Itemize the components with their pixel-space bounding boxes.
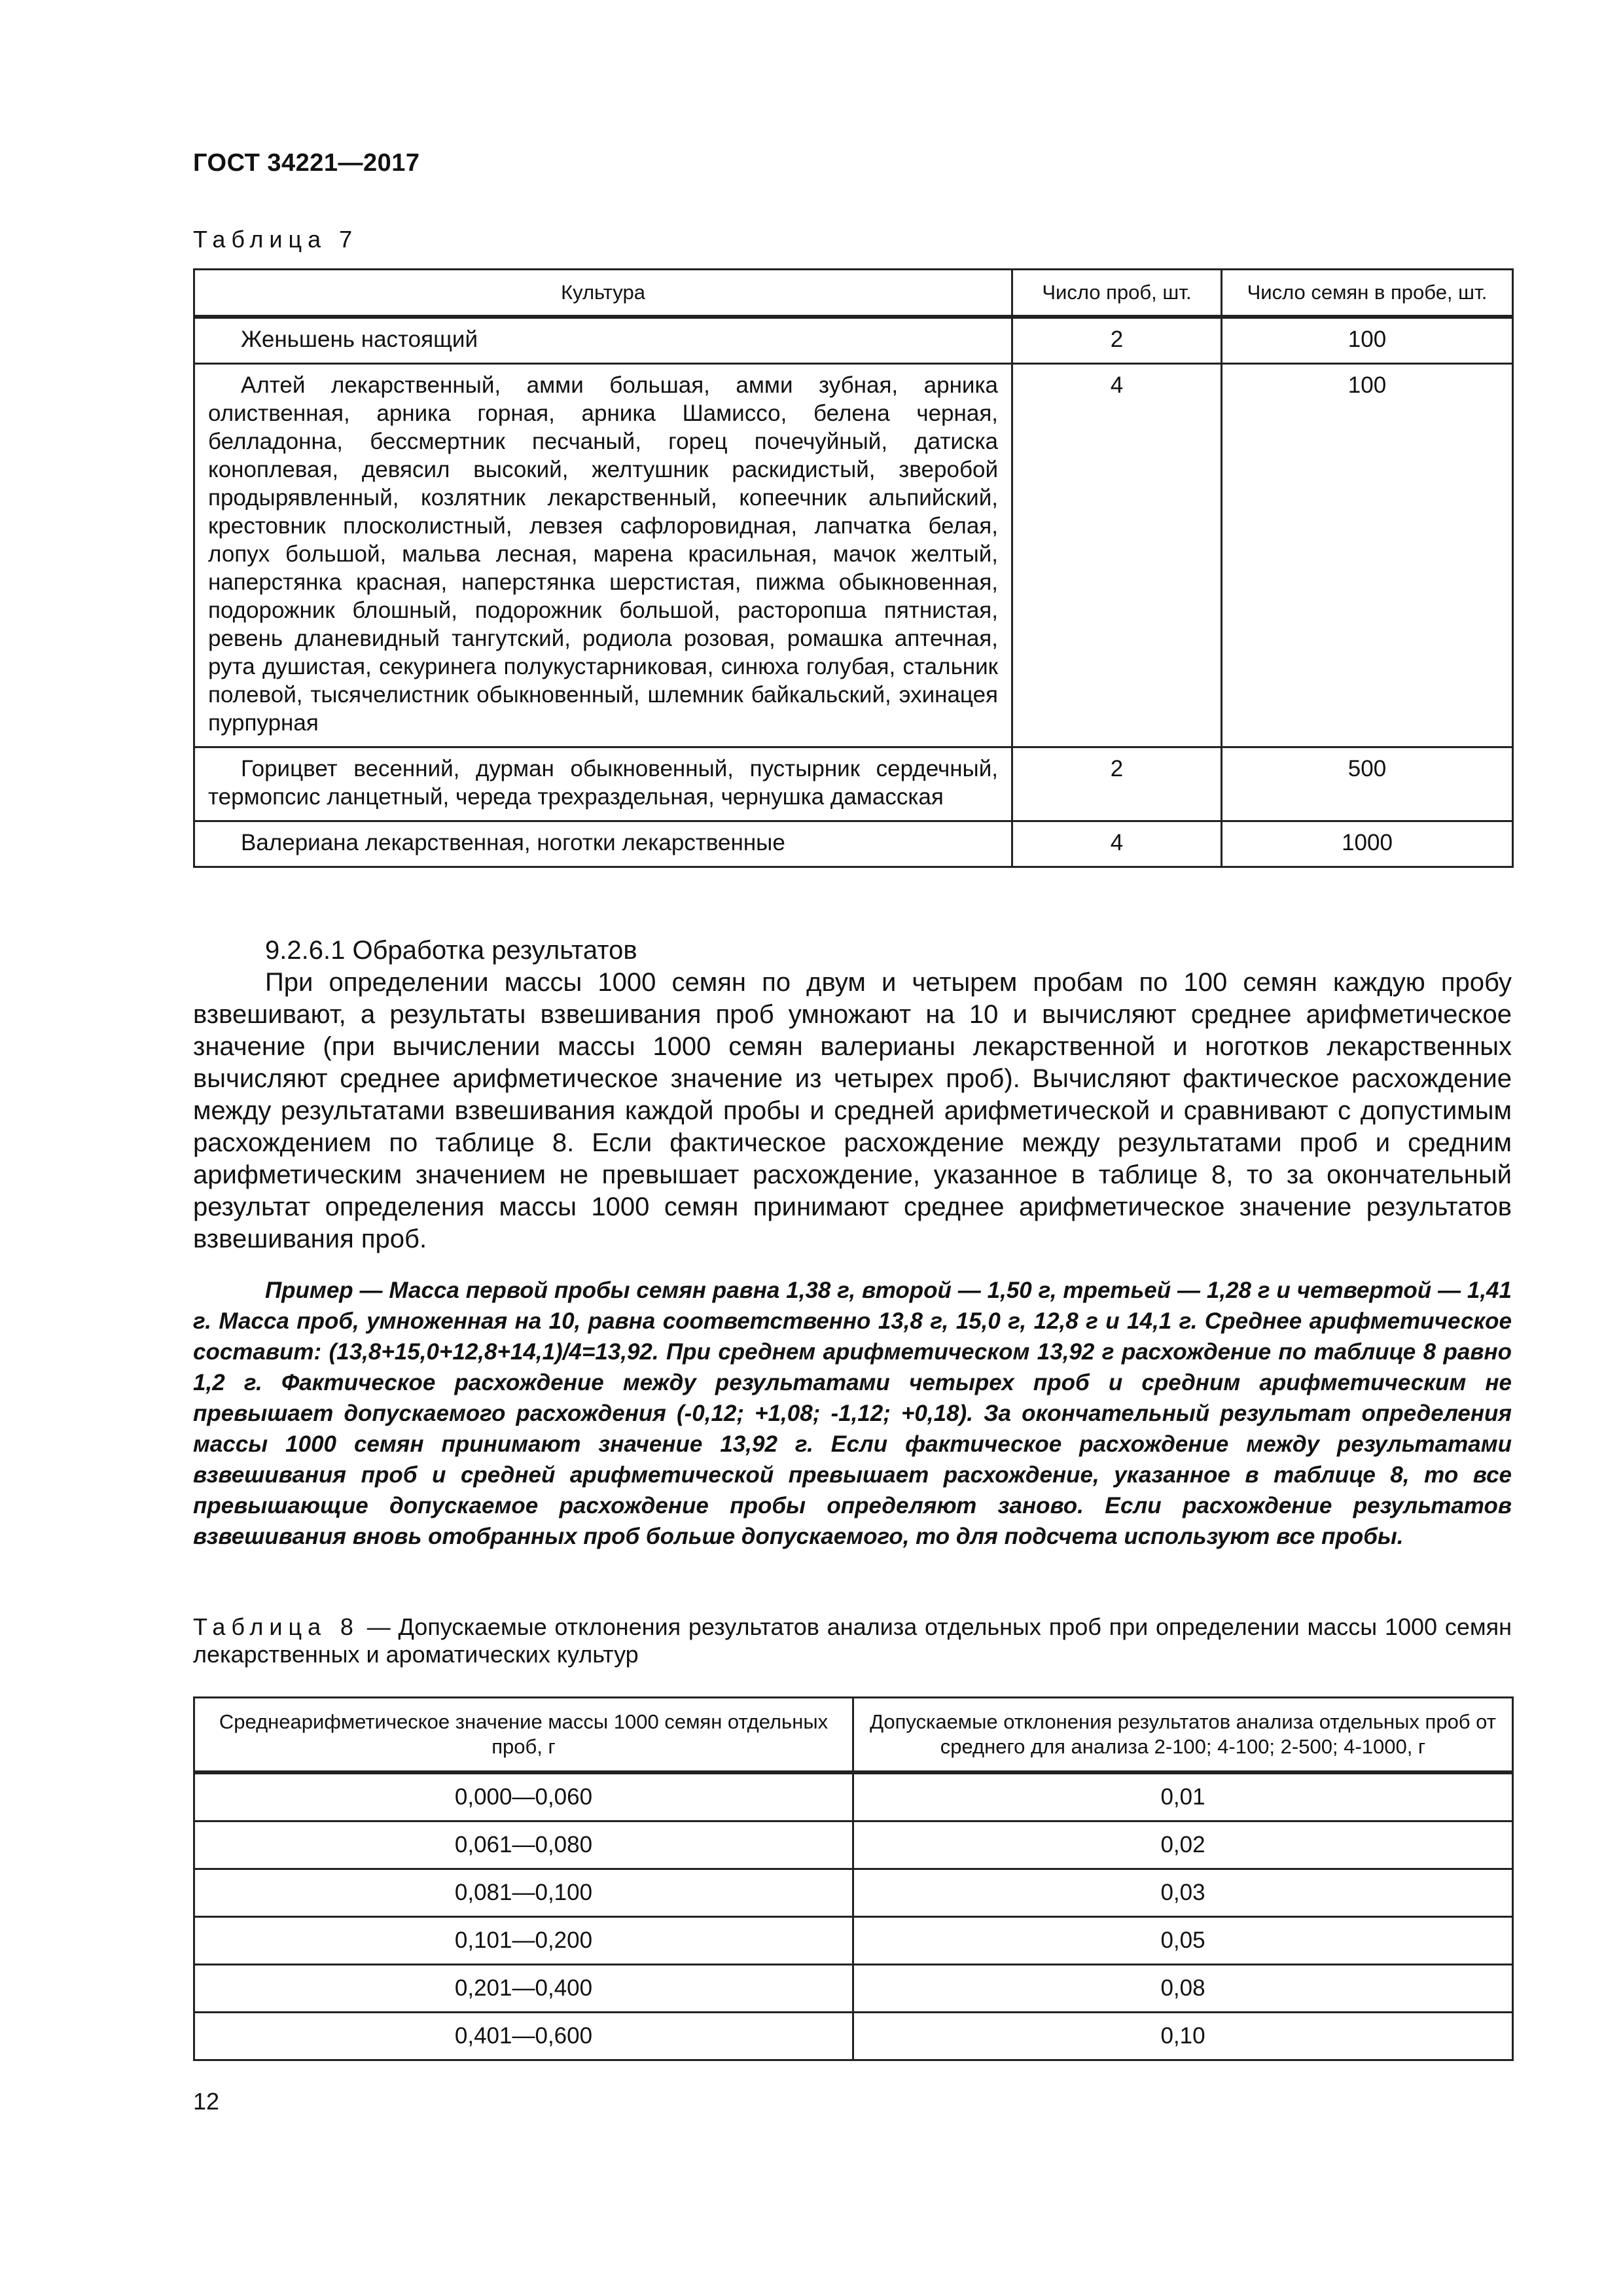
table8-header-row <box>194 1698 1513 1773</box>
page-number: 12 <box>193 2088 220 2115</box>
seeds-cell: 100 <box>1222 317 1513 364</box>
table-row <box>194 317 1513 364</box>
table-row <box>194 1869 1513 1917</box>
table7-caption: Таблица 7 <box>193 226 359 253</box>
document-page <box>193 0 1512 2296</box>
culture-cell: Валериана лекарственная, ноготки лекарственные <box>194 821 1012 867</box>
document-header: ГОСТ 34221—2017 <box>193 149 420 177</box>
table8-caption-text: — Допускаемые отклонения результатов анализа отдельных проб при определении массы 1000 семян лекарственных и ароматических культур <box>193 1613 1512 1668</box>
results-section <box>193 935 1512 1255</box>
table8-caption <box>193 1613 1512 1668</box>
samples-cell: 2 <box>1012 747 1222 821</box>
table-row <box>194 2013 1513 2060</box>
range-cell: 0,201—0,400 <box>194 1965 853 2013</box>
table-row <box>194 364 1513 747</box>
table8-header-deviation: Допускаемые отклонения результатов анализа отдельных проб от среднего для анализа 2-100; 4-100; 2-500; 4-1000, г <box>853 1698 1513 1773</box>
culture-cell: Женьшень настоящий <box>194 317 1012 364</box>
samples-cell: 4 <box>1012 364 1222 747</box>
samples-cell: 4 <box>1012 821 1222 867</box>
culture-cell: Горицвет весенний, дурман обыкновенный, пустырник сердечный, термопсис ланцетный, череда трехраздельная, чернушка дамасская <box>194 747 1012 821</box>
table8-caption-label: Таблица 8 <box>193 1613 359 1640</box>
table7-header-seeds: Число семян в пробе, шт. <box>1222 270 1513 317</box>
table-row <box>194 747 1513 821</box>
deviation-cell: 0,08 <box>853 1965 1513 2013</box>
range-cell: 0,101—0,200 <box>194 1917 853 1965</box>
table7-header-culture: Культура <box>194 270 1012 317</box>
section-heading: 9.2.6.1 Обработка результатов <box>265 936 637 965</box>
table8 <box>193 1696 1514 2061</box>
table-row <box>194 1917 1513 1965</box>
range-cell: 0,061—0,080 <box>194 1821 853 1869</box>
seeds-cell: 100 <box>1222 364 1513 747</box>
deviation-cell: 0,02 <box>853 1821 1513 1869</box>
seeds-cell: 1000 <box>1222 821 1513 867</box>
table-row <box>194 1821 1513 1869</box>
range-cell: 0,081—0,100 <box>194 1869 853 1917</box>
table7-header-row <box>194 270 1513 317</box>
table-row <box>194 1772 1513 1821</box>
section-paragraph: При определении массы 1000 семян по двум и четырем пробам по 100 семян каждую пробу взвешивают, а результаты взвешивания проб умножают на 10 и вычисляют среднее арифметическое значение (при вычислении массы 1000 семян валерианы лекарственной и ноготков лекарственных вычисляют среднее арифметическое значение из четырех проб). Вычисляют фактическое расхождение между результатами взвешивания каждой пробы и средней арифметической и сравнивают с допустимым расхождением по таблице 8. Если фактическое расхождение между результатами проб и средним арифметическим значением не превышает расхождение, указанное в таблице 8, то за окончательный результат определения массы 1000 семян принимают среднее арифметическое значение результатов взвешивания проб. <box>193 968 1512 1253</box>
table7 <box>193 268 1514 868</box>
range-cell: 0,000—0,060 <box>194 1772 853 1821</box>
table7-header-samples: Число проб, шт. <box>1012 270 1222 317</box>
culture-cell: Алтей лекарственный, амми большая, амми зубная, арника олиственная, арника горная, арника Шамиссо, белена черная, белладонна, бессмертник песчаный, горец почечуйный, датиска коноплевая, девясил высокий, желтушник раскидистый, зверобой продырявленный, козлятник лекарственный, копеечник альпийский, крестовник плосколистный, левзея сафлоровидная, лапчатка белая, лопух большой, мальва лесная, марена красильная, мачок желтый, наперстянка красная, наперстянка шерстистая, пижма обыкновенная, подорожник блошный, подорожник большой, расторопша пятнистая, ревень дланевидный тангутский, родиола розовая, ромашка аптечная, рута душистая, секуринега полукустарниковая, синюха голубая, стальник полевой, тысячелистник обыкновенный, шлемник байкальский, эхинацея пурпурная <box>194 364 1012 747</box>
deviation-cell: 0,05 <box>853 1917 1513 1965</box>
range-cell: 0,401—0,600 <box>194 2013 853 2060</box>
deviation-cell: 0,03 <box>853 1869 1513 1917</box>
example-paragraph: Пример — Масса первой пробы семян равна 1,38 г, второй — 1,50 г, третьей — 1,28 г и четвертой — 1,41 г. Масса проб, умноженная на 10, равна соответственно 13,8 г, 15,0 г, 12,8 г и 14,1 г. Среднее арифметическое составит: (13,8+15,0+12,8+14,1)/4=13,92. При среднем арифметическом 13,92 г расхождение по таблице 8 равно 1,2 г. Фактическое расхождение между результатами четырех проб и средним арифметическим не превышает допускаемого расхождения (-0,12; +1,08; -1,12; +0,18). За окончательный результат определения массы 1000 семян принимают значение 13,92 г. Если фактическое расхождение между результатами взвешивания проб и средней арифметической превышает расхождение, указанное в таблице 8, то все превышающие допускаемое расхождение пробы определяют заново. Если расхождение результатов взвешивания вновь отобранных проб больше допускаемого, то для подсчета используют все пробы. <box>193 1278 1512 1549</box>
samples-cell: 2 <box>1012 317 1222 364</box>
seeds-cell: 500 <box>1222 747 1513 821</box>
table8-header-range: Среднеарифметическое значение массы 1000 семян отдельных проб, г <box>194 1698 853 1773</box>
table-row <box>194 821 1513 867</box>
table-row <box>194 1965 1513 2013</box>
deviation-cell: 0,01 <box>853 1772 1513 1821</box>
deviation-cell: 0,10 <box>853 2013 1513 2060</box>
